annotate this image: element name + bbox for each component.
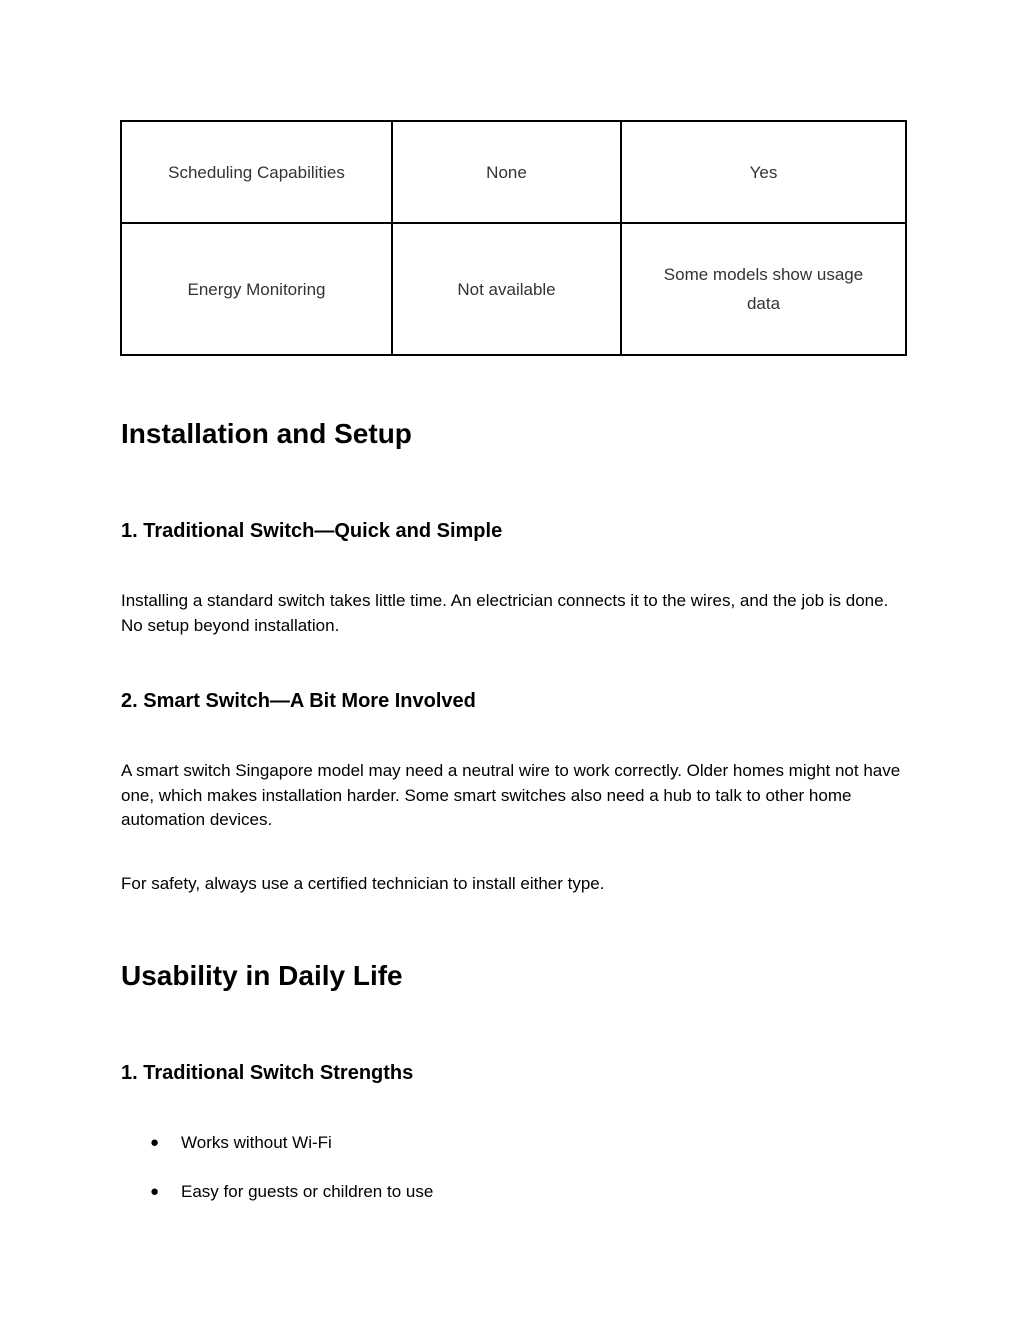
subheading-traditional-switch: 1. Traditional Switch—Quick and Simple: [121, 520, 503, 542]
bullet-icon: ●: [150, 1183, 160, 1200]
table-row: [121, 223, 906, 355]
section-heading-usability: Usability in Daily Life: [121, 960, 403, 991]
paragraph-safety-note: For safety, always use a certified technician to install either type.: [121, 874, 605, 893]
table-cell-smart: Some models show usage data: [621, 223, 906, 355]
subheading-smart-switch: 2. Smart Switch—A Bit More Involved: [121, 690, 476, 712]
list-item-text: Works without Wi-Fi: [181, 1133, 332, 1152]
table-cell-traditional: None: [392, 121, 621, 223]
paragraph-traditional-install: Installing a standard switch takes little time. An electrician connects it to the wires, and the job is done. No setup beyond installation.: [121, 591, 889, 635]
table-cell-feature: Scheduling Capabilities: [121, 121, 392, 223]
table-cell-traditional: Not available: [392, 223, 621, 355]
table-row: [121, 121, 906, 223]
comparison-table: [120, 120, 907, 356]
paragraph-smart-install: A smart switch Singapore model may need a neutral wire to work correctly. Older homes might not have one, which makes installation harder. Some smart switches also need a hub to talk to other home automation devices.: [121, 761, 901, 829]
list-item-text: Easy for guests or children to use: [181, 1182, 434, 1201]
bullet-list-traditional-strengths: [150, 1131, 433, 1204]
list-item: [150, 1180, 433, 1204]
bullet-icon: ●: [150, 1134, 160, 1151]
table-cell-smart: Yes: [621, 121, 906, 223]
table-cell-feature: Energy Monitoring: [121, 223, 392, 355]
list-item: [150, 1131, 433, 1155]
section-heading-installation: Installation and Setup: [121, 418, 412, 449]
subheading-traditional-strengths: 1. Traditional Switch Strengths: [121, 1062, 414, 1084]
